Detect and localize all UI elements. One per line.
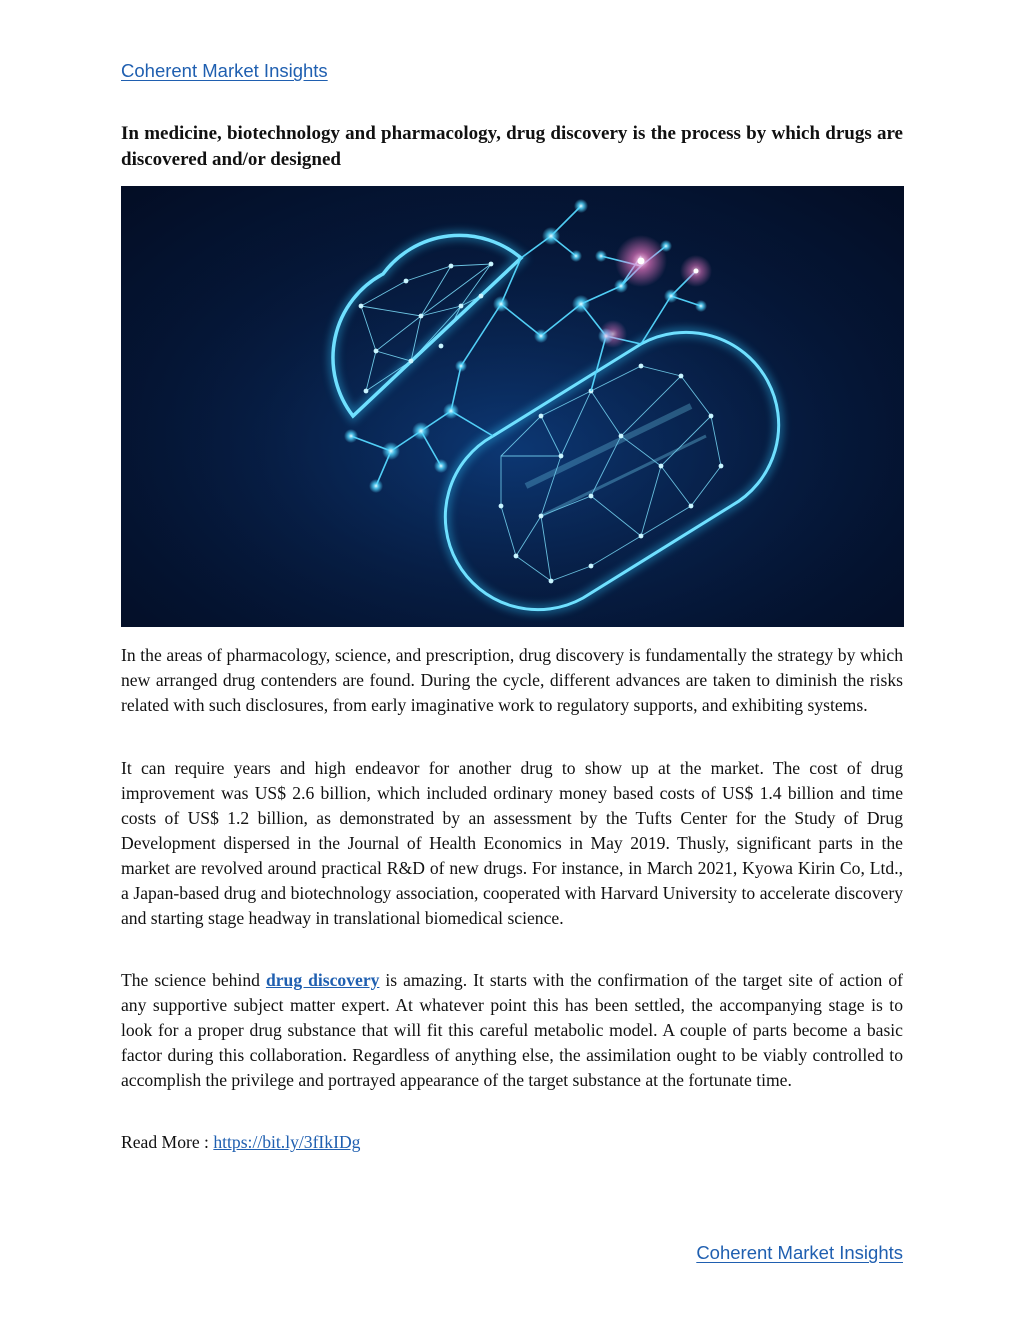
read-more: [121, 1130, 903, 1155]
drug-discovery-link[interactable]: drug discovery: [265, 970, 380, 990]
paragraph-1: In the areas of pharmacology, science, and prescription, drug discovery is fundamentally the strategy by which new arranged drug contenders are found. During the cycle, different advances are taken to diminish the risks related with such disclosures, from early imaginative work to regulatory supports, and exhibiting systems.: [121, 645, 903, 715]
paragraph-3-text-start: The science behind: [121, 970, 266, 990]
molecular-capsule-illustration-icon: [121, 186, 904, 627]
paragraph-3-text-end: is amazing. It starts with the confirmation of the target site of action of any supportive subject matter expert. At whatever point this has been settled, the accompanying stage is to look for a proper drug substance that will fit this careful metabolic model. A couple of parts become a basic factor during this collaboration. Regardless of anything else, the assimilation ought to be viably controlled to accomplish the privilege and portrayed appearance of the target substance at the fortunate time.: [121, 970, 903, 1090]
hero-image: [121, 186, 904, 627]
read-more-label: Read More :: [121, 1132, 214, 1152]
read-more-link[interactable]: https://bit.ly/3fIkIDg: [213, 1132, 361, 1152]
article-headline: In medicine, biotechnology and pharmacology, drug discovery is the process by which drugs are discovered and/or designed: [121, 123, 903, 170]
paragraph-3: [121, 968, 903, 1093]
paragraph-2: It can require years and high endeavor for another drug to show up at the market. The cost of drug improvement was US$ 2.6 billion, which included ordinary money based costs of US$ 1.4 billion and time costs of US$ 1.2 billion, as demonstrated by an assessment by the Tufts Center for the Study of Drug Development dispersed in the Journal of Health Economics in May 2019. Thusly, significant parts in the market are revolved around practical R&D of new drugs. For instance, in March 2021, Kyowa Kirin Co, Ltd., a Japan-based drug and biotechnology association, cooperated with Harvard University to accelerate discovery and starting stage headway in translational biomedical science.: [121, 758, 903, 928]
footer-brand-link[interactable]: Coherent Market Insights: [696, 1242, 903, 1263]
header-brand-link[interactable]: Coherent Market Insights: [121, 60, 328, 81]
